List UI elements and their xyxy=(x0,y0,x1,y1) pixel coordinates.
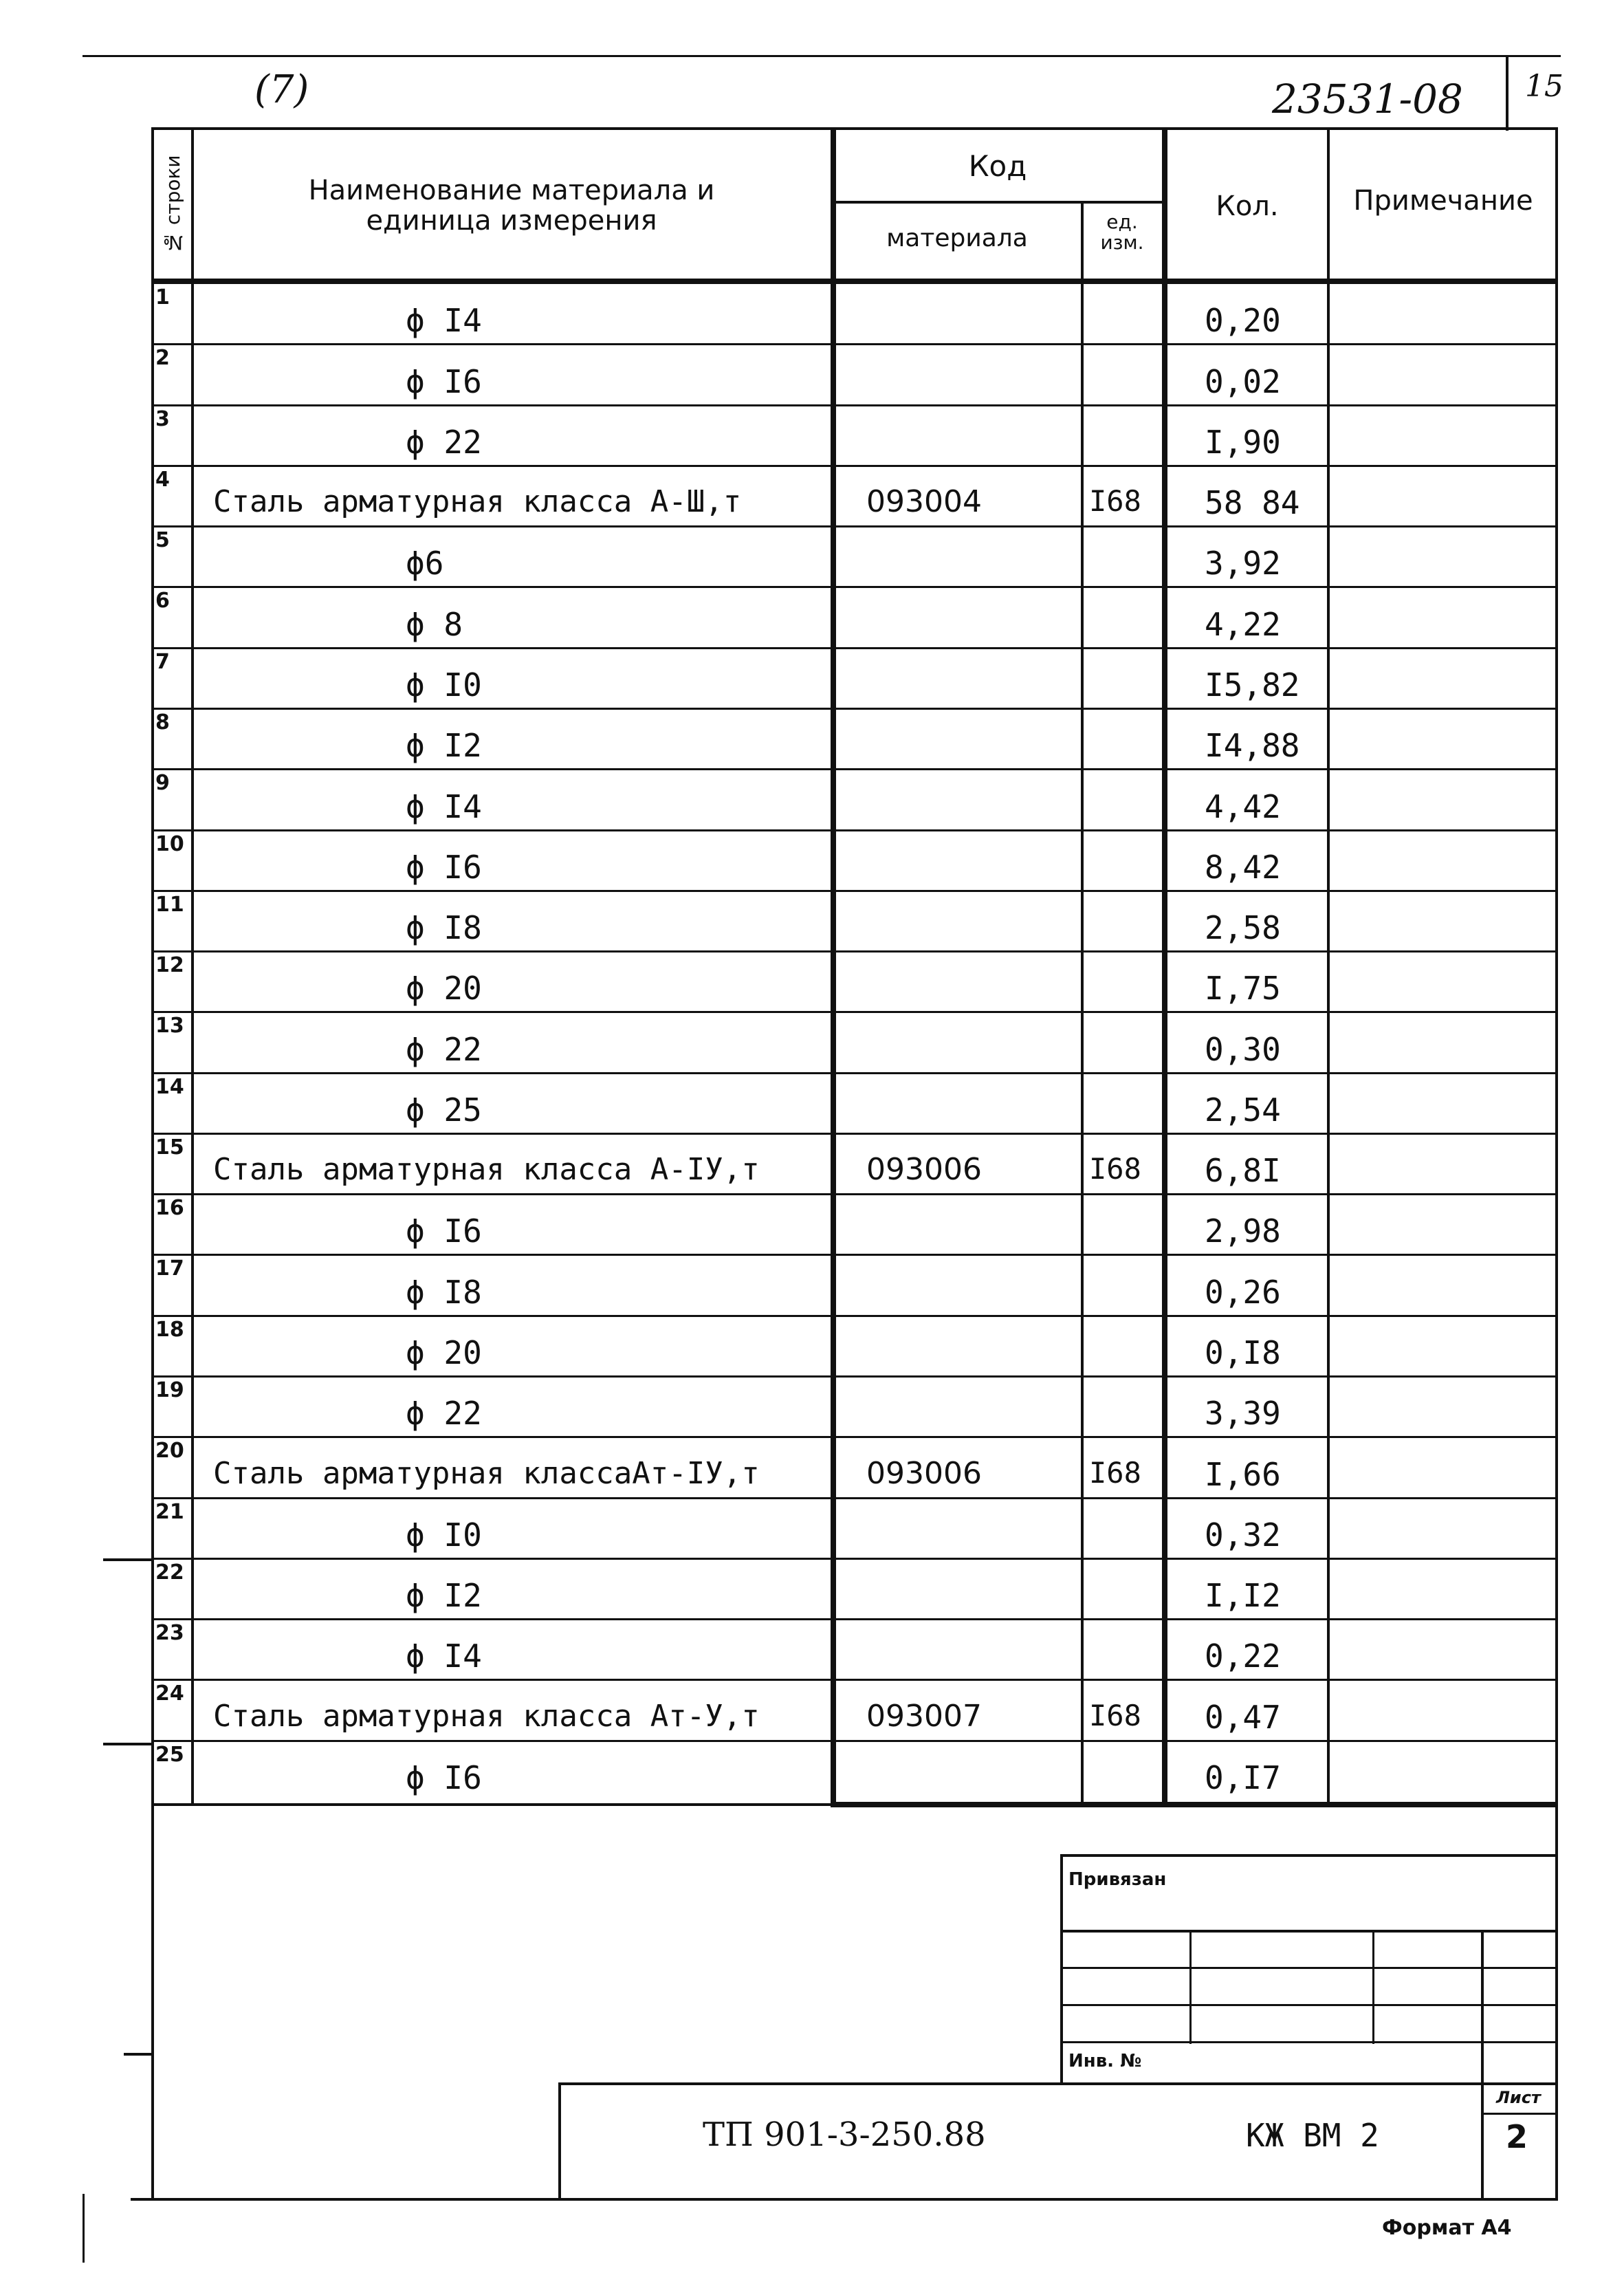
margin-tick-3 xyxy=(124,2053,153,2056)
row-separator xyxy=(151,1558,1558,1560)
stamp-grid-v3 xyxy=(1481,1930,1484,2198)
material-name: ϕ 20 xyxy=(406,1334,482,1372)
row-separator xyxy=(151,708,1558,710)
row-separator xyxy=(151,1254,1558,1256)
header-code-subline xyxy=(831,201,1165,204)
material-code: 093006 xyxy=(866,1455,982,1491)
material-code: 093007 xyxy=(866,1698,982,1734)
row-separator xyxy=(151,343,1558,345)
frame-left xyxy=(151,127,154,2201)
material-name: ϕ I4 xyxy=(406,787,482,825)
quantity: 2,58 xyxy=(1205,909,1281,947)
frame-top xyxy=(151,127,1558,130)
quantity: 0,02 xyxy=(1205,362,1281,400)
material-name: ϕ I8 xyxy=(406,1273,482,1311)
row-separator xyxy=(151,1193,1558,1195)
material-name: ϕ I0 xyxy=(406,1516,482,1554)
row-number: 12 xyxy=(155,953,184,978)
header-code: Код xyxy=(968,149,1027,183)
header-name: Наименование материала и единица измерения xyxy=(308,175,715,237)
frame-right xyxy=(1555,127,1558,2201)
title-strip-left xyxy=(558,2082,561,2199)
row-number: 4 xyxy=(155,467,170,492)
row-number: 20 xyxy=(155,1439,184,1463)
paper-format: Формат А4 xyxy=(1382,2216,1512,2240)
material-name: ϕ I2 xyxy=(406,1577,482,1615)
row-number: 16 xyxy=(155,1196,184,1221)
quantity: I4,88 xyxy=(1205,727,1300,765)
quantity: I,66 xyxy=(1205,1455,1281,1493)
row-separator xyxy=(151,890,1558,892)
material-name: ϕ I4 xyxy=(406,1637,482,1675)
header-note: Примечание xyxy=(1353,185,1533,217)
material-name: ϕ I4 xyxy=(406,302,482,340)
row-number: 5 xyxy=(155,528,170,553)
material-name: ϕ I6 xyxy=(406,1759,482,1796)
stamp-linked-label: Привязан xyxy=(1068,1869,1167,1890)
header-code-unit: ед. изм. xyxy=(1100,210,1144,254)
row-separator xyxy=(151,525,1558,527)
title-strip-top xyxy=(558,2082,1558,2085)
row-separator xyxy=(151,1740,1558,1742)
quantity: 2,54 xyxy=(1205,1091,1281,1129)
row-number: 7 xyxy=(155,649,170,674)
frame-bottom xyxy=(131,2198,1558,2201)
header-row-no: № строки xyxy=(162,155,184,254)
row-separator xyxy=(151,586,1558,588)
row-separator xyxy=(151,1436,1558,1438)
material-name: Сталь арматурная класса А-IУ,т xyxy=(213,1152,760,1188)
col-name-divider xyxy=(831,127,836,1805)
material-code: 093006 xyxy=(866,1152,982,1188)
sheet-label: Лист xyxy=(1496,2088,1541,2107)
document-designation: ТП 901-3-250.88 xyxy=(703,2115,986,2154)
material-name: ϕ I2 xyxy=(406,727,482,765)
quantity: 0,30 xyxy=(1205,1030,1281,1068)
row-number: 11 xyxy=(155,892,184,917)
quantity: I,I2 xyxy=(1205,1577,1281,1615)
quantity: 8,42 xyxy=(1205,848,1281,886)
row-number: 25 xyxy=(155,1742,184,1767)
row-number: 22 xyxy=(155,1560,184,1585)
material-name: ϕ 22 xyxy=(406,1395,482,1433)
table-bottom-line xyxy=(831,1802,1558,1807)
footer-left-edge xyxy=(83,2194,85,2263)
row-separator xyxy=(151,1497,1558,1499)
quantity: I,90 xyxy=(1205,423,1281,461)
quantity: I5,82 xyxy=(1205,666,1300,704)
row-number: 9 xyxy=(155,771,170,796)
unit-code: I68 xyxy=(1089,1698,1141,1732)
row-separator xyxy=(151,950,1558,953)
material-name: ϕ 20 xyxy=(406,970,482,1008)
row-number: 19 xyxy=(155,1378,184,1403)
row-number: 21 xyxy=(155,1499,184,1524)
quantity: 0,I7 xyxy=(1205,1759,1281,1796)
unit-code: I68 xyxy=(1089,1152,1141,1186)
material-name: ϕ 8 xyxy=(406,605,463,643)
sheet-number: 2 xyxy=(1506,2118,1528,2155)
material-name: Сталь арматурная класса А-Ш,т xyxy=(213,484,742,520)
row-number: 3 xyxy=(155,406,170,431)
row-separator xyxy=(151,1133,1558,1135)
material-name: ϕ I0 xyxy=(406,666,482,704)
quantity: 0,47 xyxy=(1205,1698,1281,1736)
row-number: 18 xyxy=(155,1317,184,1342)
material-name: ϕ 22 xyxy=(406,423,482,461)
archive-code: 23531-08 xyxy=(1272,76,1463,122)
row-separator xyxy=(151,1315,1558,1317)
top-right-divider xyxy=(1506,55,1508,131)
col-qty-divider xyxy=(1327,127,1330,1805)
row-separator xyxy=(151,768,1558,770)
material-name: ϕ I6 xyxy=(406,362,482,400)
top-frame-line xyxy=(83,55,1561,57)
material-name: ϕ I8 xyxy=(406,909,482,947)
row-number: 15 xyxy=(155,1135,184,1160)
row-number: 17 xyxy=(155,1256,184,1281)
material-name: ϕ I6 xyxy=(406,848,482,886)
material-name: ϕ I6 xyxy=(406,1212,482,1250)
row-separator xyxy=(151,1375,1558,1378)
unit-code: I68 xyxy=(1089,1455,1141,1490)
quantity: 0,I8 xyxy=(1205,1334,1281,1372)
row-separator xyxy=(151,647,1558,649)
unit-code: I68 xyxy=(1089,484,1141,519)
quantity: 6,8I xyxy=(1205,1152,1281,1190)
col-unit-divider xyxy=(1162,127,1167,1805)
quantity: 3,39 xyxy=(1205,1395,1281,1433)
row-number: 10 xyxy=(155,831,184,856)
row-separator xyxy=(151,1679,1558,1681)
material-name: Сталь арматурная классаАт-IУ,т xyxy=(213,1455,760,1491)
row-separator xyxy=(151,829,1558,831)
quantity: 2,98 xyxy=(1205,1212,1281,1250)
sheet-number-left: (7) xyxy=(254,67,309,112)
material-name: ϕ 22 xyxy=(406,1030,482,1068)
quantity: 0,32 xyxy=(1205,1516,1281,1554)
quantity: I,75 xyxy=(1205,970,1281,1008)
row-number: 1 xyxy=(155,285,170,309)
quantity: 4,42 xyxy=(1205,787,1281,825)
col-code-divider xyxy=(1081,201,1084,1805)
quantity: 0,20 xyxy=(1205,302,1281,340)
quantity: 0,22 xyxy=(1205,1637,1281,1675)
margin-tick-1 xyxy=(103,1558,153,1561)
material-name: Сталь арматурная класса Ат-У,т xyxy=(213,1698,760,1734)
sheet-code: КЖ ВМ 2 xyxy=(1246,2117,1379,2154)
row-number: 13 xyxy=(155,1014,184,1038)
row-separator xyxy=(151,1011,1558,1013)
stamp-top xyxy=(1060,1854,1558,1857)
row-number: 24 xyxy=(155,1681,184,1706)
stamp-grid-v2 xyxy=(1372,1930,1374,2044)
row-separator xyxy=(151,465,1558,467)
row-number: 14 xyxy=(155,1074,184,1099)
margin-tick-2 xyxy=(103,1743,153,1745)
row-number: 8 xyxy=(155,710,170,734)
quantity: 4,22 xyxy=(1205,605,1281,643)
table-bottom-line-left xyxy=(151,1803,832,1806)
header-code-material: материала xyxy=(886,224,1028,252)
row-number: 2 xyxy=(155,346,170,371)
stamp-inv-no-label: Инв. № xyxy=(1068,2051,1142,2071)
row-number: 6 xyxy=(155,589,170,613)
quantity: 0,26 xyxy=(1205,1273,1281,1311)
row-separator xyxy=(151,1618,1558,1620)
quantity: 3,92 xyxy=(1205,545,1281,583)
stamp-grid-v1 xyxy=(1189,1930,1192,2044)
header-bottom-line xyxy=(151,279,1558,284)
material-name: ϕ6 xyxy=(406,545,444,583)
page-mark: 15 xyxy=(1525,69,1563,104)
row-separator xyxy=(151,404,1558,406)
sheet-label-line xyxy=(1481,2113,1558,2115)
quantity: 58 84 xyxy=(1205,484,1300,522)
col-rownum-divider xyxy=(191,127,194,1805)
material-name: ϕ 25 xyxy=(406,1091,482,1129)
material-code: 093004 xyxy=(866,484,982,520)
row-separator xyxy=(151,1072,1558,1074)
row-number: 23 xyxy=(155,1621,184,1646)
header-qty: Кол. xyxy=(1216,191,1279,222)
